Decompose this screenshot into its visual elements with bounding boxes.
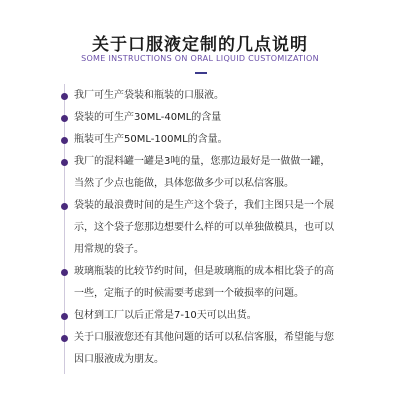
item-2-line-1: 袋装的可生产30ML-40ML的含量	[74, 112, 222, 123]
item-5-line-1: 袋装的最浪费时间的是生产这个袋子，我们主图只是一个展	[74, 200, 334, 211]
bullet-dot-8	[61, 335, 68, 342]
bullet-dot-4	[61, 159, 68, 166]
item-8-line-2: 因口服液成为朋友。	[74, 354, 164, 365]
bullet-dot-2	[61, 115, 68, 122]
bullet-dot-7	[61, 313, 68, 320]
title-divider	[195, 72, 207, 74]
item-6-line-1: 玻璃瓶装的比较节约时间，但是玻璃瓶的成本相比袋子的高	[74, 266, 334, 277]
page-subtitle: SOME INSTRUCTIONS ON ORAL LIQUID CUSTOMIZATION	[81, 54, 319, 63]
item-8-line-1: 关于口服液您还有其他问题的话可以私信客服，希望能与您	[74, 332, 334, 343]
bullet-dot-1	[61, 93, 68, 100]
list-item-2	[74, 107, 374, 129]
item-4-line-1: 我厂的混料罐一罐是3吨的量，您那边最好是一做做一罐，	[74, 156, 331, 167]
item-7-line-1: 包材到工厂以后正常是7-10天可以出货。	[74, 310, 257, 321]
item-1-line-1: 我厂可生产袋装和瓶装的口服液。	[74, 90, 224, 101]
list-item-5	[74, 195, 374, 261]
bullet-dot-6	[61, 269, 68, 276]
item-5-line-2: 示，这个袋子您那边想要什么样的可以单独做模具，也可以	[74, 222, 334, 233]
list-item-6	[74, 261, 374, 305]
list-item-7	[74, 305, 374, 327]
bullet-dot-5	[61, 203, 68, 210]
list-item-4	[74, 151, 374, 195]
list-item-3	[74, 129, 374, 151]
item-3-line-1: 瓶装可生产50ML-100ML的含量。	[74, 134, 228, 145]
item-6-line-2: 一些，定瓶子的时候需要考虑到一个破损率的问题。	[74, 288, 304, 299]
page-title: 关于口服液定制的几点说明	[92, 35, 308, 55]
bullet-dot-3	[61, 137, 68, 144]
item-5-line-3: 用常规的袋子。	[74, 244, 144, 255]
list-item-1	[74, 85, 374, 107]
list-item-8	[74, 327, 374, 371]
item-4-line-2: 当然了少点也能做，具体您做多少可以私信客服。	[74, 178, 294, 189]
timeline-line	[64, 84, 65, 374]
